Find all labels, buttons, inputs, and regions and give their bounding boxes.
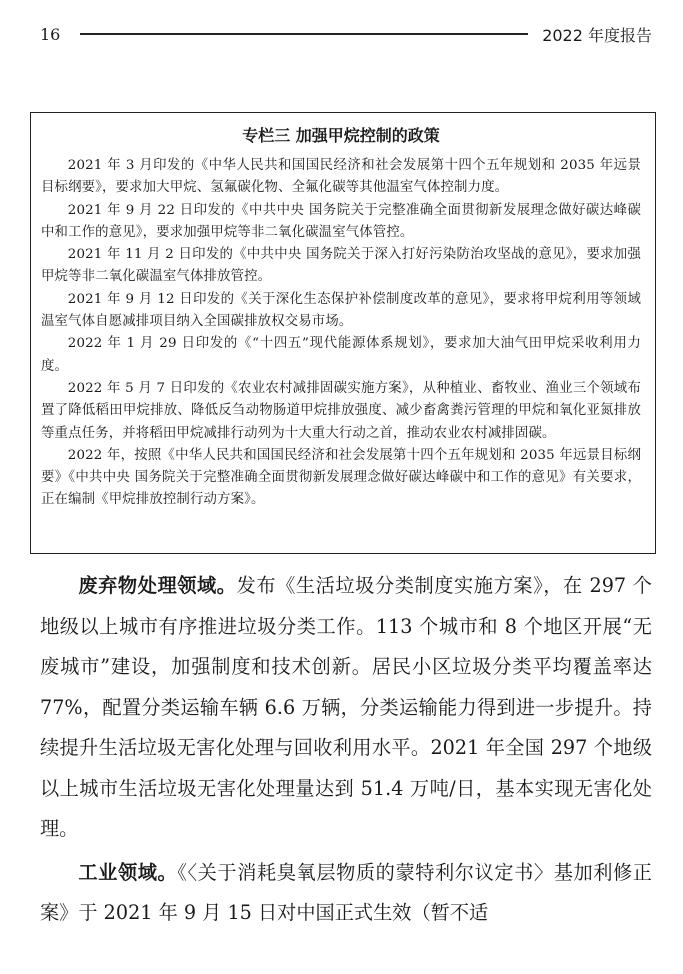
industry-paragraph (40, 853, 652, 934)
waste-paragraph (40, 566, 652, 850)
waste-text: 发布《生活垃圾分类制度实施方案》，在 297 个地级以上城市有序推进垃圾分类工作。113 个城市和 8 个地区开展“无废城市”建设，加强制度和技术创新。居民小区垃圾分类平均覆盖率达 77%，配置分类运输车辆 6.6 万辆，分类运输能力得到进一步提升。持续提升生活垃圾无害化处理与回收利用水平。2021 年全国 297 个地级以上城市生活垃圾无害化处理量达到 51.4 万吨/日，基本实现无害化处理。 (40, 574, 652, 840)
page-header (40, 22, 652, 46)
waste-heading: 废弃物处理领域。 (78, 574, 237, 597)
box-paragraph: 2021 年 11 月 2 日印发的《中共中央 国务院关于深入打好污染防治攻坚战的意见》，要求加强甲烷等非二氧化碳温室气体排放管控。 (41, 247, 641, 285)
main-body (40, 566, 652, 934)
box-paragraph: 2021 年 3 月印发的《中华人民共和国国民经济和社会发展第十四个五年规划和 2035 年远景目标纲要》，要求加大甲烷、氢氟碳化物、全氟化碳等其他温室气体控制力度。 (41, 158, 641, 196)
box-paragraph: 2021 年 9 月 12 日印发的《关于深化生态保护补偿制度改革的意见》，要求将甲烷利用等领域温室气体自愿减排项目纳入全国碳排放权交易市场。 (41, 291, 641, 330)
box-paragraph: 2022 年 5 月 7 日印发的《农业农村减排固碳实施方案》，从种植业、畜牧业、渔业三个领域布置了降低稻田甲烷排放、降低反刍动物肠道甲烷排放强度、减少畜禽粪污管理的甲烷和氧化亚氮排放等重点任务，并将稻田甲烷减排行动列为十大重大行动之首，推动农业农村减排固碳。 (41, 380, 641, 441)
industry-heading: 工业领域。 (78, 860, 178, 884)
page-number: 16 (40, 24, 61, 44)
box-paragraph: 2021 年 9 月 22 日印发的《中共中央 国务院关于完整准确全面贯彻新发展理念做好碳达峰碳中和工作的意见》，要求加强甲烷等非二氧化碳温室气体管控。 (41, 202, 641, 240)
box-title: 专栏三 加强甲烷控制的政策 (242, 126, 440, 145)
policy-sidebar-box (30, 112, 656, 554)
report-title: 2022 年度报告 (542, 25, 652, 45)
box-paragraph: 2022 年 1 月 29 日印发的《“十四五”现代能源体系规划》，要求加大油气田甲烷采收利用力度。 (41, 336, 641, 374)
industry-text: 《〈关于消耗臭氧层物质的蒙特利尔议定书〉基加利修正案》于 2021 年 9 月 15 日对中国正式生效（暂不适 (40, 860, 652, 924)
header-rule (80, 33, 528, 35)
box-paragraph: 2022 年，按照《中华人民共和国国民经济和社会发展第十四个五年规划和 2035 年远景目标纲要》《中共中央 国务院关于完整准确全面贯彻新发展理念做好碳达峰碳中和工作的意见》有关要求，正在编制《甲烷排放控制行动方案》。 (41, 447, 641, 508)
